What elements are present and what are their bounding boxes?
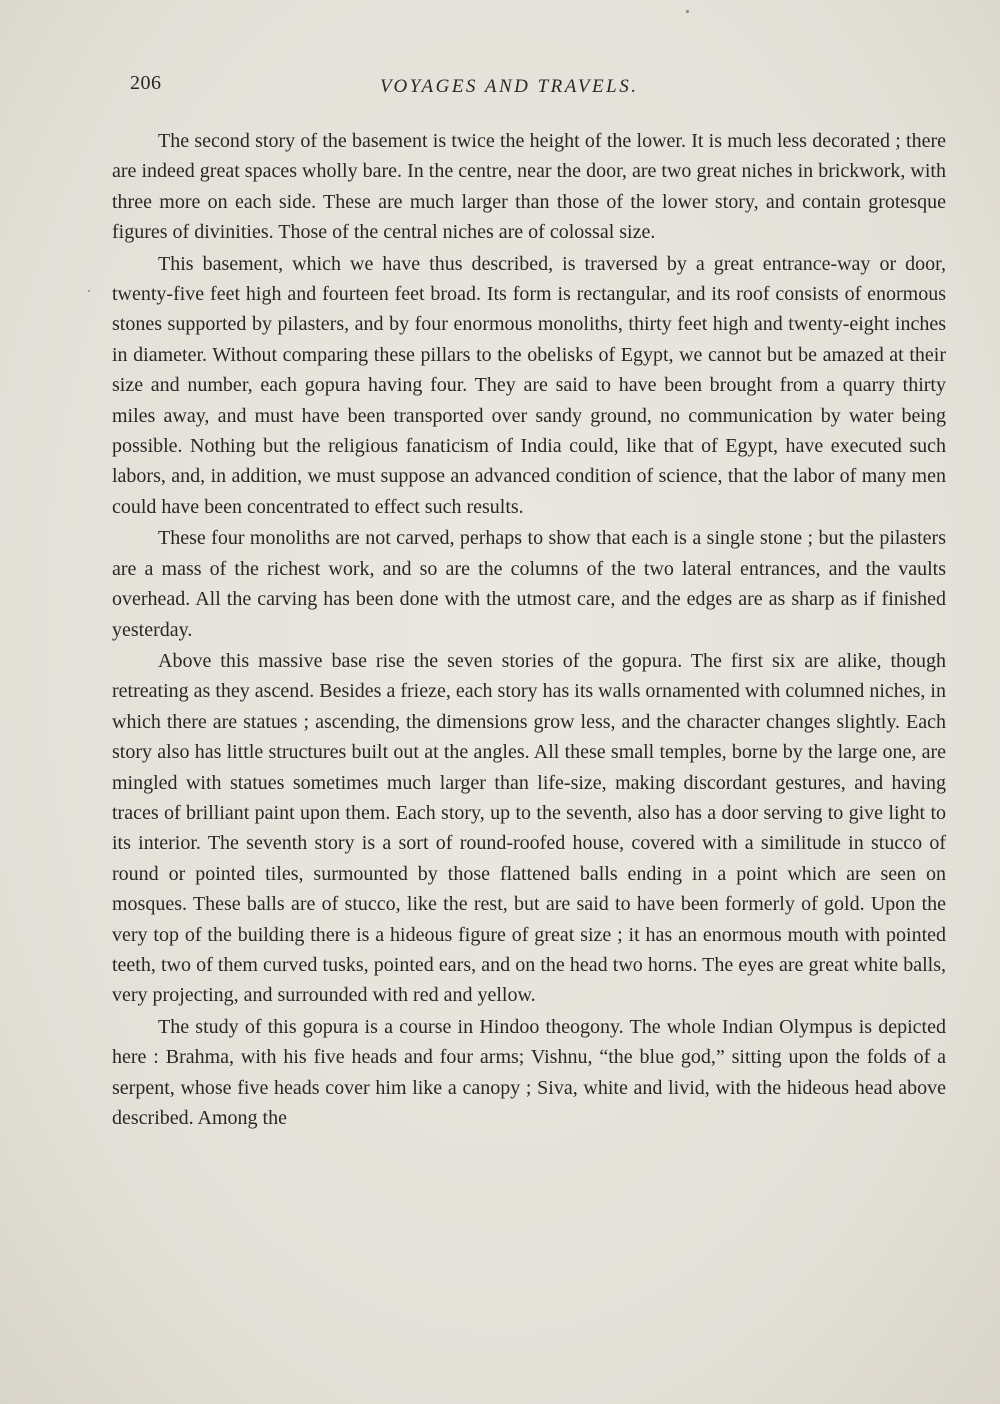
paragraph: The study of this gopura is a course in Hindoo theogony. The whole Indian Olympus is depicted here : Brahma, with his five heads and four arms; Vishnu, “the blue god,” sitting upon the folds of a serpent, whose five heads cover him like a canopy ; Siva, white and livid, with the hideous head above described. Among the bbox=[112, 1015, 946, 1129]
body-text bbox=[112, 126, 946, 1133]
paragraph: This basement, which we have thus described, is traversed by a great entrance-way or door, twenty-five feet high and fourteen feet broad. Its form is rectangular, and its roof consists of enormous stones supported by pilasters, and by four enormous monoliths, thirty feet high and twenty-eight inches in diameter. Without comparing these pillars to the obelisks of Egypt, we cannot but be amazed at their size and number, each gopura having four. They are said to have been brought from a quarry thirty miles away, and must have been transported over sandy ground, no communication by water being possible. Nothing but the religious fanaticism of India could, like that of Egypt, have executed such labors, and, in addition, we must suppose an advanced condition of science, that the labor of many men could have been concentrated to effect such results. bbox=[112, 252, 946, 518]
paragraph: Above this massive base rise the seven stories of the gopura. The first six are alike, though retreating as they ascend. Besides a frieze, each story has its walls ornamented with columned niches, in which there are statues ; ascending, the dimensions grow less, and the character changes slightly. Each story also has little structures built out at the angles. All these small temples, borne by the large one, are mingled with statues sometimes much larger than life-size, making discordant gestures, and having traces of brilliant paint upon them. Each story, up to the seventh, also has a door serving to give light to its interior. The seventh story is a sort of round-roofed house, covered with a similitude in stucco of round or pointed tiles, surmounted by those flattened balls ending in a point which are seen on mosques. These balls are of stucco, like the rest, but are said to have been formerly of gold. Upon the very top of the building there is a hideous figure of great size ; it has an enormous mouth with pointed teeth, two of them curved tusks, pointed ears, and on the head two horns. The eyes are great white balls, very projecting, and surrounded with red and yellow. bbox=[112, 649, 946, 1007]
paper-speck bbox=[88, 290, 90, 292]
paper-speck bbox=[686, 10, 689, 13]
page-number: 206 bbox=[130, 72, 162, 94]
paragraph: The second story of the basement is twice the height of the lower. It is much less decorated ; there are indeed great spaces wholly bare. In the centre, near the door, are two great niches in brickwork, with three more on each side. These are much larger than those of the lower story, and contain grotesque figures of divinities. Those of the central niches are of colossal size. bbox=[112, 130, 946, 244]
page-header bbox=[130, 72, 910, 102]
running-head: VOYAGES AND TRAVELS. bbox=[380, 76, 639, 97]
paragraph: These four monoliths are not carved, perhaps to show that each is a single stone ; but the pilasters are a mass of the richest work, and so are the columns of the two lateral entrances, and the vaults overhead. All the carving has been done with the utmost care, and the edges are as sharp as if finished yesterday. bbox=[112, 527, 946, 641]
